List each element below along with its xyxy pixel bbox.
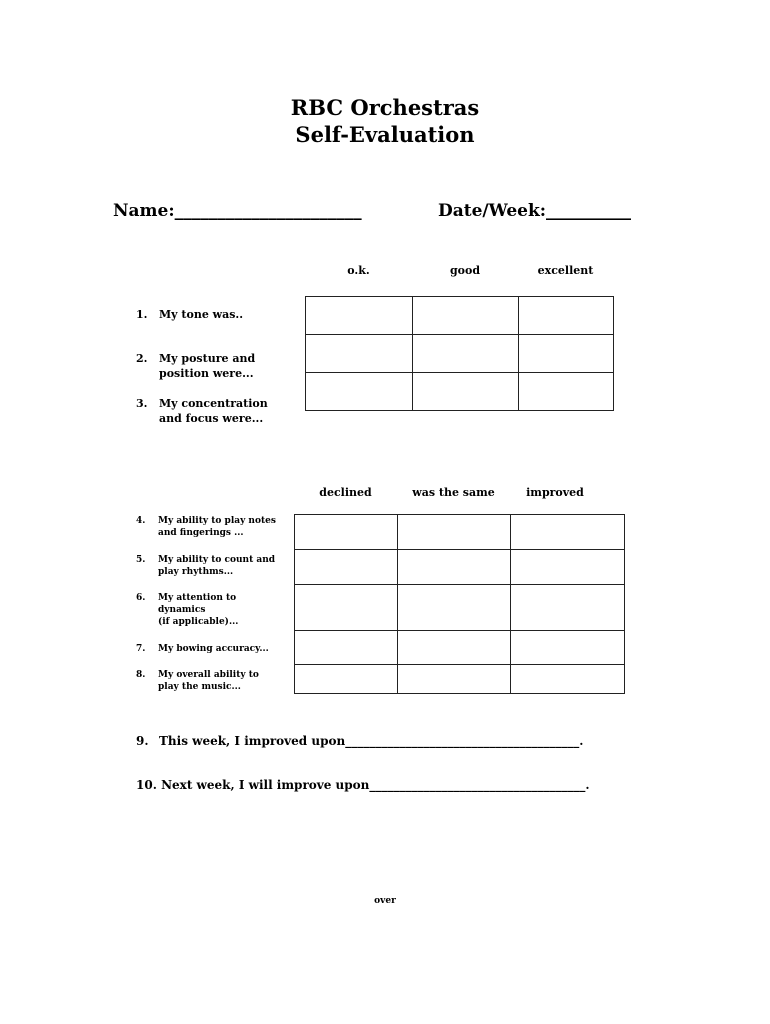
item-label-continued: position were... [159,367,254,380]
reflection-text-10: Next week, I will improve upon____________________________________. [161,778,590,792]
rating-grid-1 [305,296,614,411]
item-label-continued: and fingerings ... [158,528,244,538]
rating-cell-2-excellent[interactable] [519,335,614,373]
table-row [295,631,625,665]
column-header-same: was the same [412,486,495,499]
page-continue-note: over [374,896,396,906]
item-number: 3. [136,397,148,410]
rating-cell-6-improved[interactable] [511,585,625,631]
rating-cell-3-ok[interactable] [306,373,413,411]
rating-cell-7-same[interactable] [398,631,511,665]
item-number: 9. [136,734,149,748]
column-header-declined: declined [319,486,372,499]
item-number: 8. [136,670,146,680]
item-number: 2. [136,352,148,365]
rating-cell-1-ok[interactable] [306,297,413,335]
rating-cell-8-same[interactable] [398,665,511,694]
item-number: 4. [136,516,146,526]
table-row [295,515,625,550]
item-number: 5. [136,555,146,565]
item-number: 1. [136,308,148,321]
rating-cell-6-declined[interactable] [295,585,398,631]
rating-cell-4-improved[interactable] [511,515,625,550]
form-title: RBC Orchestras [290,95,480,120]
date-week-field[interactable]: Date/Week:__________ [438,201,632,221]
item-number: 7. [136,644,146,654]
name-field[interactable]: Name:______________________ [113,201,362,221]
rating-cell-7-declined[interactable] [295,631,398,665]
rating-cell-4-declined[interactable] [295,515,398,550]
table-row [306,297,614,335]
rating-cell-6-same[interactable] [398,585,511,631]
reflection-question-9[interactable] [136,733,583,749]
rating-cell-5-same[interactable] [398,550,511,585]
rating-cell-3-good[interactable] [413,373,519,411]
reflection-text-9: This week, I improved upon_______________________________________. [159,734,584,748]
table-row [295,665,625,694]
item-label-continued: dynamics [158,605,206,615]
item-label: My posture and [159,352,256,365]
form-subtitle: Self-Evaluation [295,122,475,147]
item-label: My ability to count and [158,555,276,565]
column-header-good: good [449,264,481,277]
reflection-question-10[interactable] [136,777,590,793]
rating-cell-1-good[interactable] [413,297,519,335]
rating-grid-2 [294,514,625,694]
table-row [295,550,625,585]
column-header-ok: o.k. [347,264,370,277]
item-number: 6. [136,593,146,603]
rating-cell-2-good[interactable] [413,335,519,373]
item-label: My ability to play notes [158,516,276,526]
rating-cell-8-improved[interactable] [511,665,625,694]
item-label: My concentration [159,397,268,410]
column-header-improved: improved [526,486,584,499]
item-label-continued: play the music... [158,682,241,692]
table-row [306,335,614,373]
item-number: 10. [136,778,157,792]
rating-cell-7-improved[interactable] [511,631,625,665]
item-label: My overall ability to [158,670,259,680]
rating-cell-3-excellent[interactable] [519,373,614,411]
rating-cell-2-ok[interactable] [306,335,413,373]
item-label-continued: and focus were... [159,412,264,425]
rating-cell-5-improved[interactable] [511,550,625,585]
table-row [306,373,614,411]
column-header-excellent: excellent [537,264,594,277]
item-label: My tone was.. [159,308,244,321]
item-label-continued: (if applicable)... [158,617,239,627]
table-row [295,585,625,631]
rating-cell-4-same[interactable] [398,515,511,550]
item-label: My bowing accuracy... [158,644,269,654]
rating-cell-8-declined[interactable] [295,665,398,694]
item-label-continued: play rhythms... [158,567,234,577]
rating-cell-5-declined[interactable] [295,550,398,585]
rating-cell-1-excellent[interactable] [519,297,614,335]
item-label: My attention to [158,593,237,603]
